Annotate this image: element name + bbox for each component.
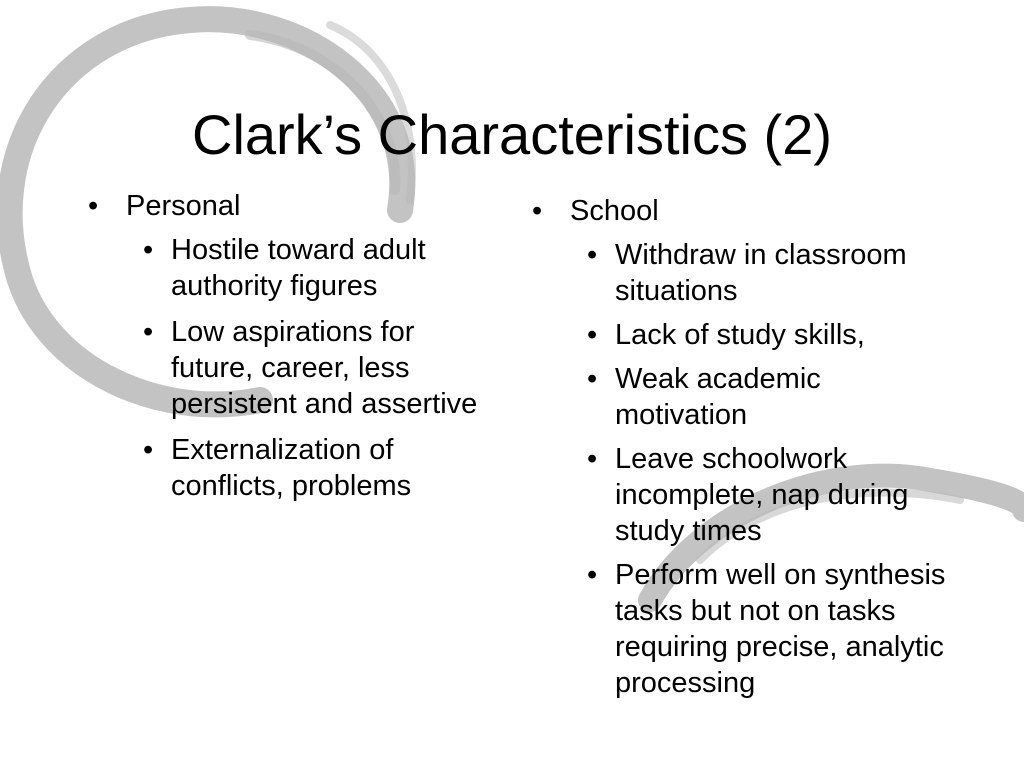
bullet-icon: • (88, 190, 99, 222)
right-column (532, 193, 952, 709)
bullet-icon: • (143, 316, 154, 348)
bullet-icon: • (587, 319, 598, 351)
bullet-icon: • (143, 234, 154, 266)
list-item-text: Lack of study skills, (615, 319, 865, 351)
bullet-icon: • (532, 195, 543, 227)
bullet-icon: • (143, 434, 154, 466)
section-heading: School (570, 195, 659, 227)
list-item (532, 361, 952, 433)
list-item-text: Externalization of conflicts, problems (171, 434, 412, 502)
list-item-text: Weak academic motivation (615, 363, 821, 431)
list-item (88, 314, 488, 422)
bullet-icon: • (587, 239, 598, 271)
list-item (532, 441, 952, 549)
left-column (88, 188, 488, 514)
list-item-text: Leave schoolwork incomplete, nap during study times (615, 443, 909, 547)
list-item (88, 232, 488, 304)
list-item-text: Hostile toward adult authority figures (171, 234, 426, 302)
list-item-text: Perform well on synthesis tasks but not on tasks requiring precise, analytic processing (615, 559, 946, 699)
list-item (532, 557, 952, 701)
bullet-icon: • (587, 443, 598, 475)
list-item-text: Withdraw in classroom situations (615, 239, 907, 307)
slide-title: Clark’s Characteristics (2) (192, 103, 832, 166)
list-item (532, 237, 952, 309)
list-item (532, 317, 952, 353)
bullet-icon: • (587, 559, 598, 591)
section-heading: Personal (126, 190, 241, 222)
list-item-school (532, 193, 952, 229)
list-item (88, 432, 488, 504)
bullet-icon: • (587, 363, 598, 395)
list-item-personal (88, 188, 488, 224)
list-item-text: Low aspirations for future, career, less persistent and assertive (171, 316, 478, 420)
